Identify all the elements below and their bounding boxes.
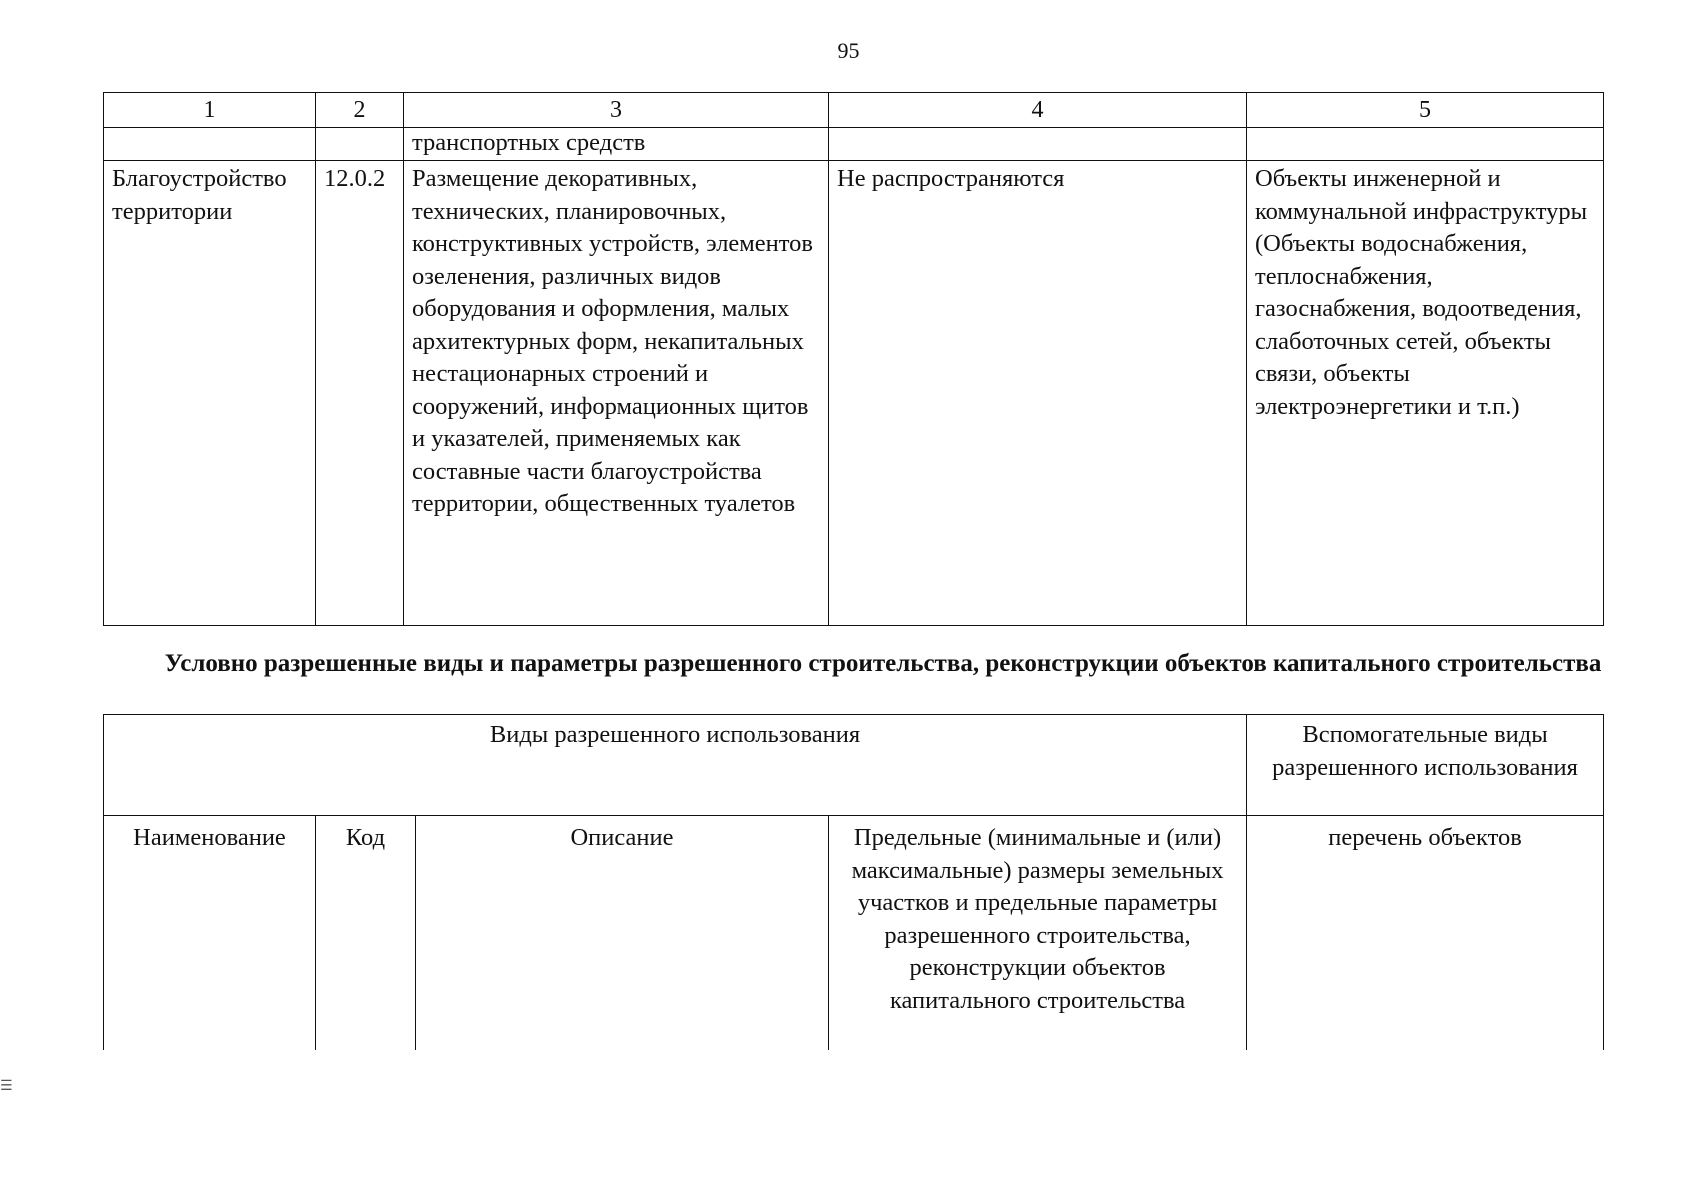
column-number-2: 2: [316, 93, 404, 128]
continuation-cell-5: [1247, 128, 1604, 161]
group-header-row: [104, 715, 1604, 816]
use-name-cell: Благоустройство территории: [104, 161, 316, 626]
description-column-header: Описание: [416, 816, 829, 1051]
parameters-column-header: Предельные (минимальные и (или) максимальные) размеры земельных участков и предельные параметры разрешенного строительства, реконструкции объектов капитального строительства: [829, 816, 1247, 1051]
column-number-3: 3: [404, 93, 829, 128]
column-number-row: [104, 93, 1604, 128]
section-heading: Условно разрешенные виды и параметры разрешенного строительства, реконструкции объектов капитального строительства: [164, 650, 1602, 677]
continuation-cell-4: [829, 128, 1247, 161]
continuation-cell-3: транспортных средств: [404, 128, 829, 161]
code-column-header: Код: [316, 816, 416, 1051]
page-number: 95: [837, 38, 860, 63]
use-code-cell: 12.0.2: [316, 161, 404, 626]
name-column-header: Наименование: [104, 816, 316, 1051]
continuation-cell-1: [104, 128, 316, 161]
conditional-uses-table: [103, 714, 1604, 1050]
table-row: [104, 161, 1604, 626]
auxiliary-uses-cell: Объекты инженерной и коммунальной инфраструктуры (Объекты водоснабжения, теплоснабжения, газоснабжения, водоотведения, слаботочных сетей, объекты связи, объекты электроэнергетики и т.п.): [1247, 161, 1604, 626]
objects-column-header: перечень объектов: [1247, 816, 1604, 1051]
permitted-uses-group-header: Виды разрешенного использования: [104, 715, 1247, 816]
column-header-row: [104, 816, 1604, 1051]
continuation-row: [104, 128, 1604, 161]
column-number-1: 1: [104, 93, 316, 128]
use-parameters-cell: Не распространяются: [829, 161, 1247, 626]
column-number-4: 4: [829, 93, 1247, 128]
scan-margin-mark-icon: ☰: [0, 1078, 13, 1094]
auxiliary-uses-header: Вспомогательные виды разрешенного использования: [1247, 715, 1604, 816]
use-description-cell: Размещение декоративных, технических, планировочных, конструктивных устройств, элементов озеленения, различных видов оборудования и оформления, малых архитектурных форм, некапитальных нестационарных строений и сооружений, информационных щитов и указателей, применяемых как составные части благоустройства территории, общественных туалетов: [404, 161, 829, 626]
continuation-cell-2: [316, 128, 404, 161]
land-use-table-continued: [103, 92, 1604, 626]
column-number-5: 5: [1247, 93, 1604, 128]
